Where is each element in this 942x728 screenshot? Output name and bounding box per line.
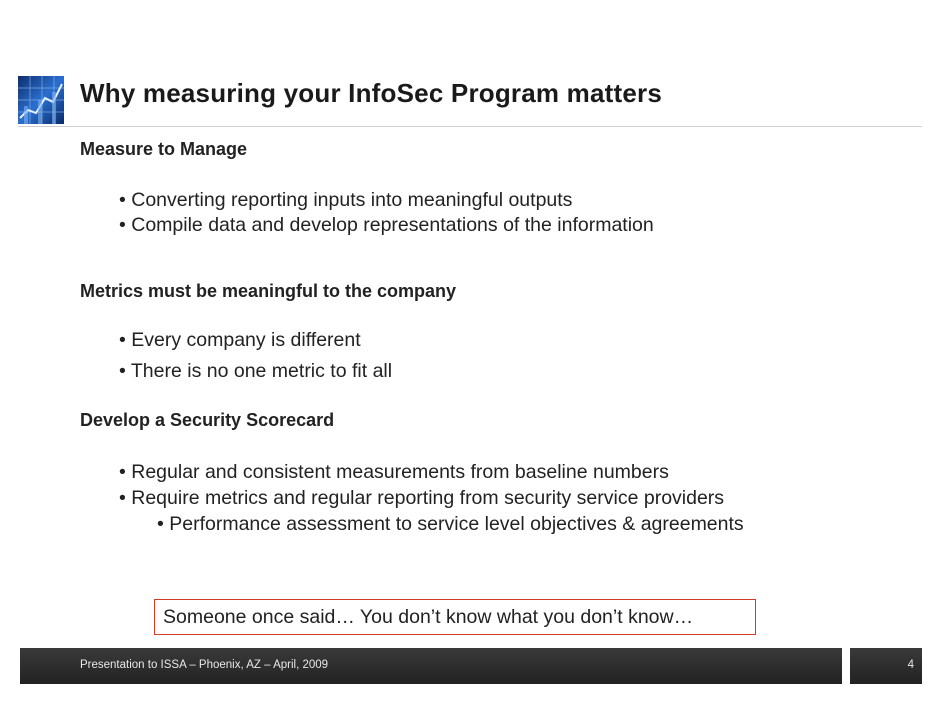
bullet-item: • Require metrics and regular reporting from security service providers bbox=[119, 487, 725, 509]
bullet-item: • Converting reporting inputs into meaningful outputs bbox=[119, 189, 573, 211]
section-heading: Metrics must be meaningful to the company bbox=[80, 281, 457, 301]
section-heading: Develop a Security Scorecard bbox=[80, 410, 335, 430]
bullet-item: • There is no one metric to fit all bbox=[119, 360, 393, 382]
slide-title: Why measuring your InfoSec Program matters bbox=[80, 78, 662, 108]
page-number: 4 bbox=[907, 659, 914, 671]
title-divider bbox=[18, 126, 922, 127]
sub-bullet-item: • Performance assessment to service level objectives & agreements bbox=[157, 513, 744, 535]
quote-text: Someone once said… You don’t know what you don’t know… bbox=[163, 606, 694, 628]
section-heading: Measure to Manage bbox=[80, 139, 248, 159]
chart-logo-icon bbox=[18, 76, 64, 124]
bullet-item: • Every company is different bbox=[119, 329, 361, 351]
bullet-item: • Regular and consistent measurements from baseline numbers bbox=[119, 461, 669, 483]
footer-text: Presentation to ISSA – Phoenix, AZ – April, 2009 bbox=[80, 659, 329, 671]
bullet-item: • Compile data and develop representations of the information bbox=[119, 214, 654, 236]
